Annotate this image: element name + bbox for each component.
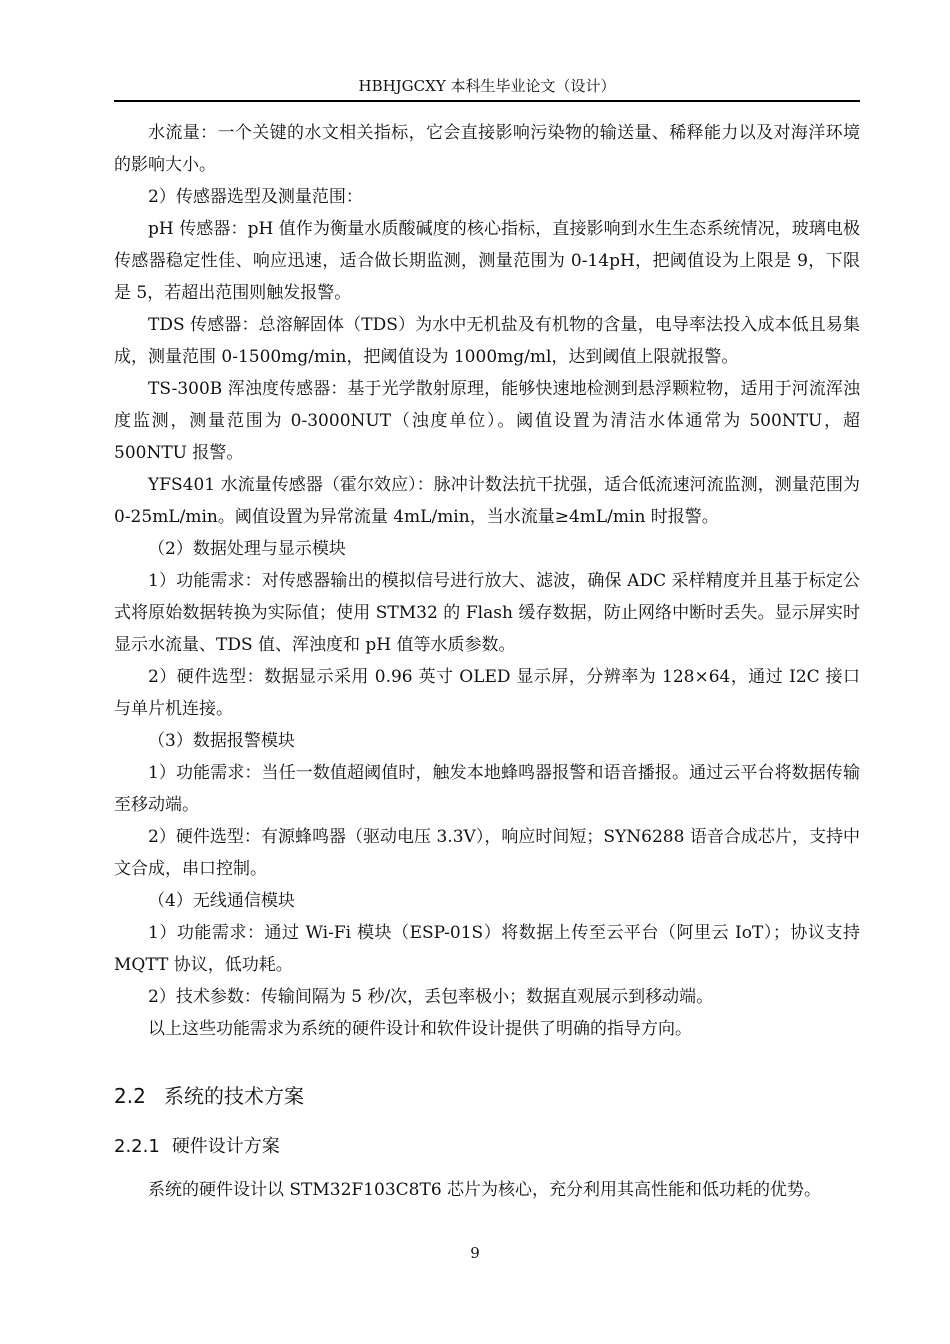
page-number: 9 [470, 1244, 480, 1262]
subsection-heading [114, 1133, 280, 1161]
paragraph: （3）数据报警模块 [148, 731, 295, 751]
paragraph: pH 传感器：pH 值作为衡量水质酸碱度的核心指标，直接影响到水生生态系统情况，玻璃电极传感器稳定性佳、响应迅速，适合做长期监测，测量范围为 0-14pH，把阈值设为上限是 9，下限是 5，若超出范围则触发报警。 [114, 219, 860, 303]
paragraph: 2）传感器选型及测量范围： [148, 187, 363, 207]
paragraph: （2）数据处理与显示模块 [148, 539, 346, 559]
paragraph: TS-300B 浑浊度传感器：基于光学散射原理，能够快速地检测到悬浮颗粒物，适用于河流浑浊度监测，测量范围为 0-3000NUT（浊度单位）。阈值设置为清洁水体通常为 500NTU，超 500NTU 报警。 [114, 379, 860, 463]
subsection-title: 硬件设计方案 [171, 1136, 280, 1157]
section-number: 2.2 [114, 1084, 146, 1108]
body-text [114, 117, 860, 1045]
paragraph: 2）技术参数：传输间隔为 5 秒/次，丢包率极小；数据直观展示到移动端。 [148, 987, 714, 1007]
section-body [114, 1174, 884, 1206]
paragraph: 系统的硬件设计以 STM32F103C8T6 芯片为核心，充分利用其高性能和低功耗的优势。 [148, 1180, 822, 1200]
paragraph: 1）功能需求：通过 Wi-Fi 模块（ESP-01S）将数据上传至云平台（阿里云 IoT）；协议支持 MQTT 协议，低功耗。 [114, 923, 860, 975]
paragraph: （4）无线通信模块 [148, 891, 295, 911]
subsection-number: 2.2.1 [114, 1136, 160, 1157]
running-header: HBHJGCXY 本科生毕业论文（设计） [358, 77, 616, 95]
paragraph: 2）硬件选型：数据显示采用 0.96 英寸 OLED 显示屏，分辨率为 128×64，通过 I2C 接口与单片机连接。 [114, 667, 860, 719]
paragraph: 以上这些功能需求为系统的硬件设计和软件设计提供了明确的指导方向。 [148, 1019, 692, 1039]
section-heading [114, 1081, 304, 1111]
paragraph: 1）功能需求：当任一数值超阈值时，触发本地蜂鸣器报警和语音播报。通过云平台将数据传输至移动端。 [114, 763, 860, 815]
paragraph: YFS401 水流量传感器（霍尔效应）：脉冲计数法抗干扰强，适合低流速河流监测，测量范围为 0-25mL/min。阈值设置为异常流量 4mL/min，当水流量≥4mL/min 时报警。 [114, 475, 860, 527]
paragraph: 1）功能需求：对传感器输出的模拟信号进行放大、滤波，确保 ADC 采样精度并且基于标定公式将原始数据转换为实际值；使用 STM32 的 Flash 缓存数据，防止网络中断时丢失。显示屏实时显示水流量、TDS 值、浑浊度和 pH 值等水质参数。 [114, 571, 860, 655]
paragraph: 2）硬件选型：有源蜂鸣器（驱动电压 3.3V），响应时间短；SYN6288 语音合成芯片，支持中文合成，串口控制。 [114, 827, 860, 879]
header-rule [114, 100, 860, 102]
paragraph: TDS 传感器：总溶解固体（TDS）为水中无机盐及有机物的含量，电导率法投入成本低且易集成，测量范围 0-1500mg/min，把阈值设为 1000mg/ml，达到阈值上限就报警。 [114, 315, 860, 367]
paragraph: 水流量：一个关键的水文相关指标，它会直接影响污染物的输送量、稀释能力以及对海洋环境的影响大小。 [114, 123, 860, 175]
section-title: 系统的技术方案 [164, 1084, 304, 1108]
